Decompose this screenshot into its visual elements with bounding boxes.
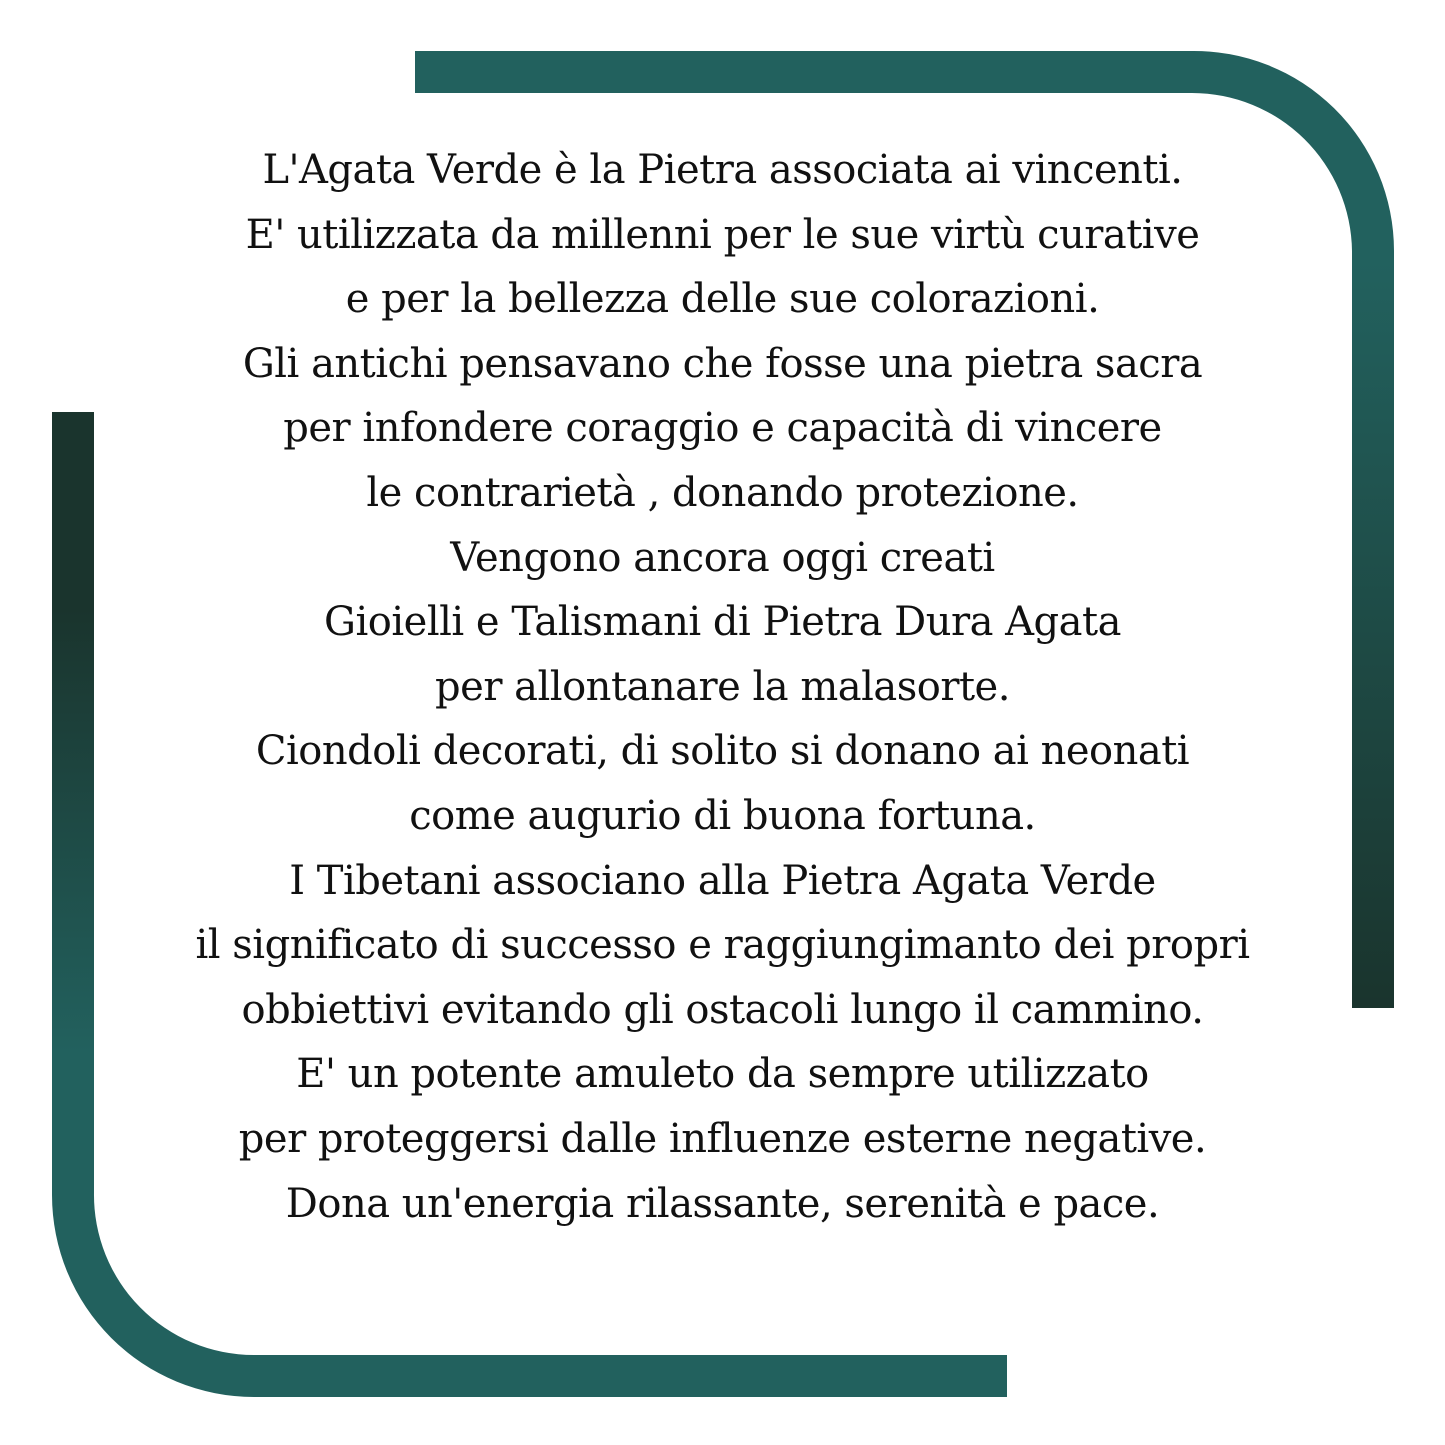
- text-line-17: Dona un'energia rilassante, serenità e pace.: [285, 1180, 1160, 1227]
- text-line-12: I Tibetani associano alla Pietra Agata Verde: [289, 857, 1156, 904]
- text-line-11: come augurio di buona fortuna.: [409, 792, 1036, 839]
- text-line-10: Ciondoli decorati, di solito si donano ai neonati: [255, 728, 1190, 775]
- text-line-9: per allontanare la malasorte.: [435, 663, 1010, 710]
- text-line-8: Gioielli e Talismani di Pietra Dura Agata: [324, 599, 1121, 646]
- text-line-1: L'Agata Verde è la Pietra associata ai vincenti.: [262, 147, 1183, 193]
- text-line-4: Gli antichi pensavano che fosse una pietra sacra: [242, 340, 1203, 387]
- text-line-13: il significato di successo e raggiungimanto dei propri: [195, 922, 1250, 969]
- text-line-7: Vengono ancora oggi creati: [450, 534, 995, 581]
- text-line-2: E' utilizzata da millenni per le sue virtù curative: [245, 211, 1200, 258]
- text-line-14: obbiettivi evitando gli ostacoli lungo il cammino.: [241, 986, 1204, 1033]
- agate-description-text: [100, 138, 1345, 1236]
- text-line-3: e per la bellezza delle sue colorazioni.: [345, 276, 1100, 323]
- text-line-16: per proteggersi dalle influenze esterne negative.: [238, 1115, 1207, 1162]
- text-line-15: E' un potente amuleto da sempre utilizzato: [296, 1051, 1149, 1098]
- text-line-5: per infondere coraggio e capacità di vincere: [283, 405, 1162, 452]
- text-line-6: le contrarietà , donando protezione.: [366, 469, 1079, 516]
